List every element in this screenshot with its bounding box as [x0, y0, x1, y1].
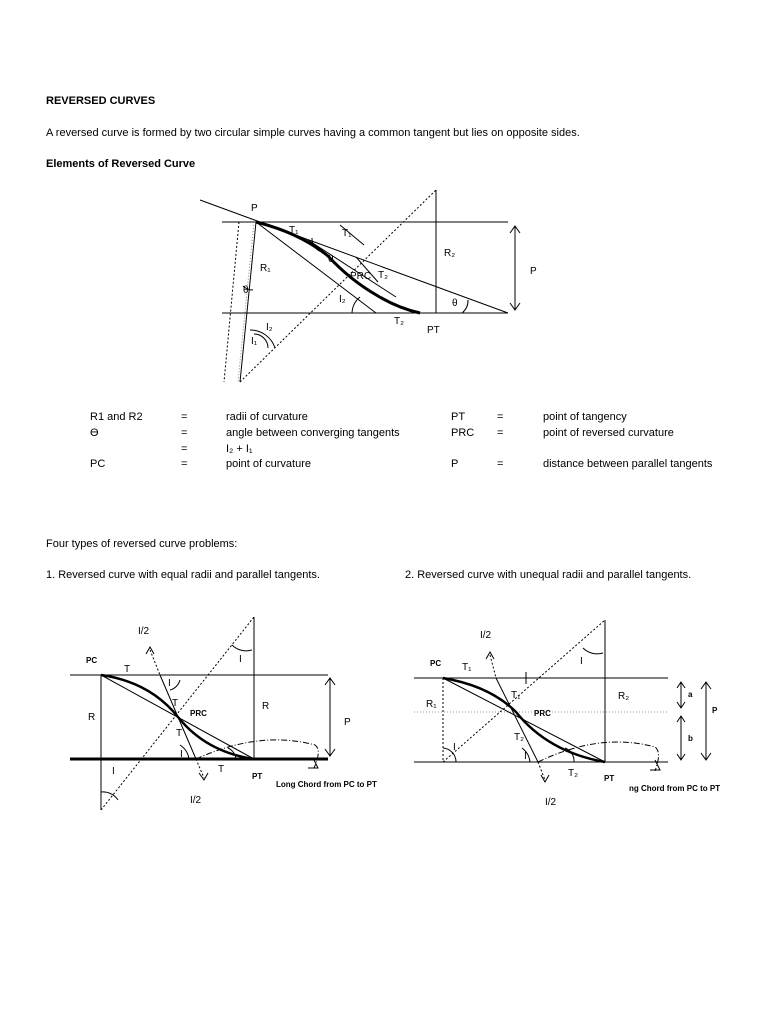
- lbl-prc: PRC: [350, 271, 372, 282]
- def-eq: =: [181, 411, 188, 423]
- def-desc: distance between parallel tangents: [543, 458, 713, 470]
- lbl-r1: R₁: [260, 263, 271, 274]
- lbl-pt: PT: [427, 325, 440, 336]
- type2-caption: 2. Reversed curve with unequal radii and parallel tangents.: [405, 569, 692, 581]
- types-heading: Four types of reversed curve problems:: [46, 538, 238, 550]
- d2-b: b: [688, 734, 693, 743]
- d1-t-mid: T: [172, 698, 179, 709]
- d2-i2-top: I/2: [480, 630, 492, 641]
- def-eq: =: [181, 443, 188, 455]
- d2-long-chord-label: ng Chord from PC to PT: [629, 784, 721, 793]
- def-eq: =: [497, 411, 504, 423]
- d1-i-c: I: [180, 749, 183, 760]
- d1-i2-top: I/2: [138, 626, 150, 637]
- d2-i-mid: I: [524, 751, 527, 762]
- d2-r1: R₁: [426, 699, 437, 710]
- d2-t1: T₁: [462, 662, 472, 673]
- d2-a: a: [688, 690, 693, 699]
- def-desc: point of tangency: [543, 411, 627, 423]
- d2-t2-low: T₂: [568, 768, 578, 779]
- def-term: R1 and R2: [90, 411, 143, 423]
- d1-long-chord-label: Long Chord from PC to PT: [276, 780, 377, 789]
- def-term: P: [451, 458, 459, 470]
- lbl-r2: R₂: [444, 248, 456, 259]
- lbl-theta-right: θ: [452, 298, 458, 309]
- def-desc: angle between converging tangents: [226, 427, 400, 439]
- d2-i-top: I: [580, 656, 583, 667]
- d1-pt: PT: [252, 772, 263, 781]
- lbl-t2a: T₂: [378, 270, 388, 281]
- d1-i-b: I: [112, 766, 115, 777]
- type1-caption: 1. Reversed curve with equal radii and parallel tangents.: [46, 569, 320, 581]
- def-desc: radii of curvature: [226, 411, 308, 423]
- d2-i2-bottom: I/2: [545, 797, 557, 808]
- def-term: PC: [90, 458, 106, 470]
- def-eq: =: [497, 458, 504, 470]
- d2-t2: T₂: [514, 732, 524, 743]
- lbl-t1b: T₁: [342, 228, 352, 239]
- lbl-i1-low: I₁: [251, 336, 258, 347]
- d1-prc: PRC: [190, 709, 207, 718]
- lbl-i2-low: I₂: [266, 322, 273, 333]
- d1-t1: T: [124, 664, 131, 675]
- d1-t-low: T: [176, 728, 183, 739]
- d1-i-top: I: [239, 654, 242, 665]
- elements-heading: Elements of Reversed Curve: [46, 158, 196, 170]
- intro-text: A reversed curve is formed by two circular simple curves having a common tangent but lies on opposite sides.: [46, 127, 580, 139]
- lbl-theta-left: θ: [243, 285, 249, 296]
- d1-i2-bottom: I/2: [190, 795, 202, 806]
- d2-pt: PT: [604, 774, 615, 783]
- d2-pc: PC: [430, 659, 442, 668]
- d1-r-left: R: [88, 712, 96, 723]
- d1-r-right: R: [262, 701, 270, 712]
- def-desc: I₂ + I₁: [226, 443, 253, 455]
- d2-prc: PRC: [534, 709, 551, 718]
- def-eq: =: [497, 427, 504, 439]
- d1-pc: PC: [86, 656, 98, 665]
- def-desc: point of curvature: [226, 458, 311, 470]
- d2-p: P: [712, 706, 718, 715]
- lbl-i2-mid: I₂: [339, 294, 346, 305]
- lbl-t1a: T₁: [289, 225, 299, 236]
- def-term: PRC: [451, 427, 475, 439]
- lbl-p: P: [251, 203, 258, 214]
- d2-t1-mid: T₁: [511, 690, 521, 701]
- page-title: REVERSED CURVES: [46, 95, 156, 107]
- d1-t-r: T: [218, 764, 225, 775]
- d1-p: P: [344, 717, 351, 728]
- def-term: Ɵ: [90, 427, 99, 439]
- lbl-t2b: T₂: [394, 316, 404, 327]
- lbl-theta-mid: θ: [328, 254, 334, 265]
- def-term: PT: [451, 411, 466, 423]
- def-eq: =: [181, 458, 188, 470]
- d2-i-l: I: [453, 742, 456, 753]
- def-desc: point of reversed curvature: [543, 427, 674, 439]
- def-eq: =: [181, 427, 188, 439]
- d2-r2: R₂: [618, 691, 630, 702]
- lbl-p-right: P: [530, 266, 537, 277]
- d1-i-a: I: [168, 678, 171, 689]
